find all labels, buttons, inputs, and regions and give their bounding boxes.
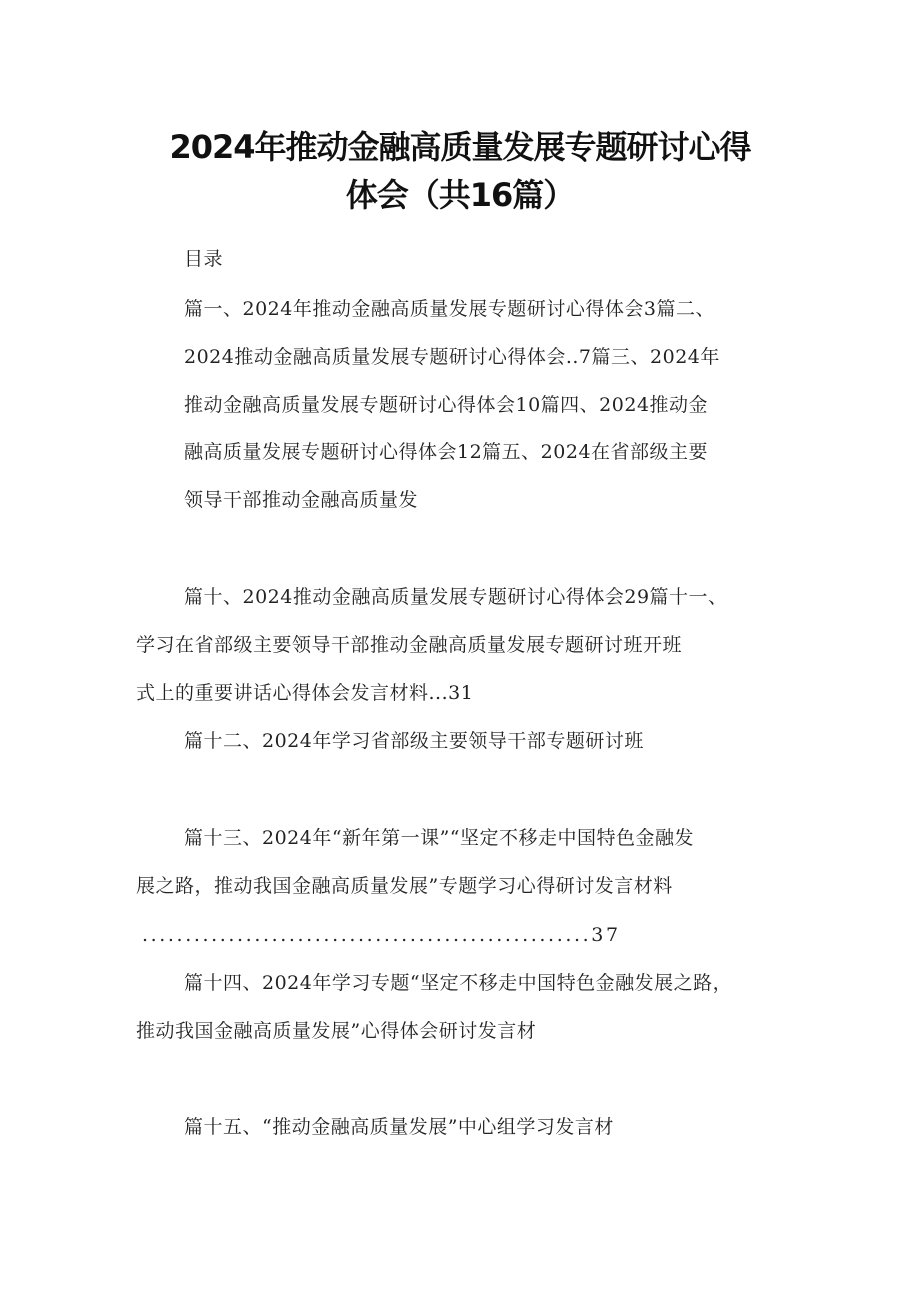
toc-line: 推动金融高质量发展专题研讨心得体会10篇四、2024推动金 (184, 394, 709, 416)
toc-heading: 目录 (184, 248, 224, 270)
toc-line: 篇十四、2024年学习专题“坚定不移走中国特色金融发展之路， (184, 972, 733, 994)
toc-line: 篇十、2024推动金融高质量发展专题研讨心得体会29篇十一、 (184, 586, 728, 608)
toc-line: 篇十三、2024年“新年第一课”“坚定不移走中国特色金融发 (184, 827, 694, 849)
toc-line: 篇一、2024年推动金融高质量发展专题研讨心得体会3篇二、 (184, 298, 715, 320)
toc-line: 篇十五、“推动金融高质量发展”中心组学习发言材 (184, 1116, 614, 1138)
toc-line: 2024推动金融高质量发展专题研讨心得体会..7篇三、2024年 (184, 346, 720, 368)
toc-line: 融高质量发展专题研讨心得体会12篇五、2024在省部级主要 (184, 441, 709, 463)
document-title-line-1: 2024年推动金融高质量发展专题研讨心得 (169, 128, 751, 166)
toc-line: 领导干部推动金融高质量发 (184, 489, 419, 511)
toc-line: 学习在省部级主要领导干部推动金融高质量发展专题研讨班开班 (136, 634, 683, 656)
toc-line: 式上的重要讲话心得体会发言材料...31 (136, 682, 474, 704)
toc-line: 篇十二、2024年学习省部级主要领导干部专题研讨班 (184, 730, 644, 752)
toc-line: 推动我国金融高质量发展”心得体会研讨发言材 (136, 1020, 537, 1042)
document-title-line-2: 体会（共16篇） (345, 176, 575, 214)
toc-line: 展之路，推动我国金融高质量发展”专题学习心得研讨发言材料 (136, 875, 673, 897)
toc-leader-dots: ....................................................37 (142, 924, 621, 946)
